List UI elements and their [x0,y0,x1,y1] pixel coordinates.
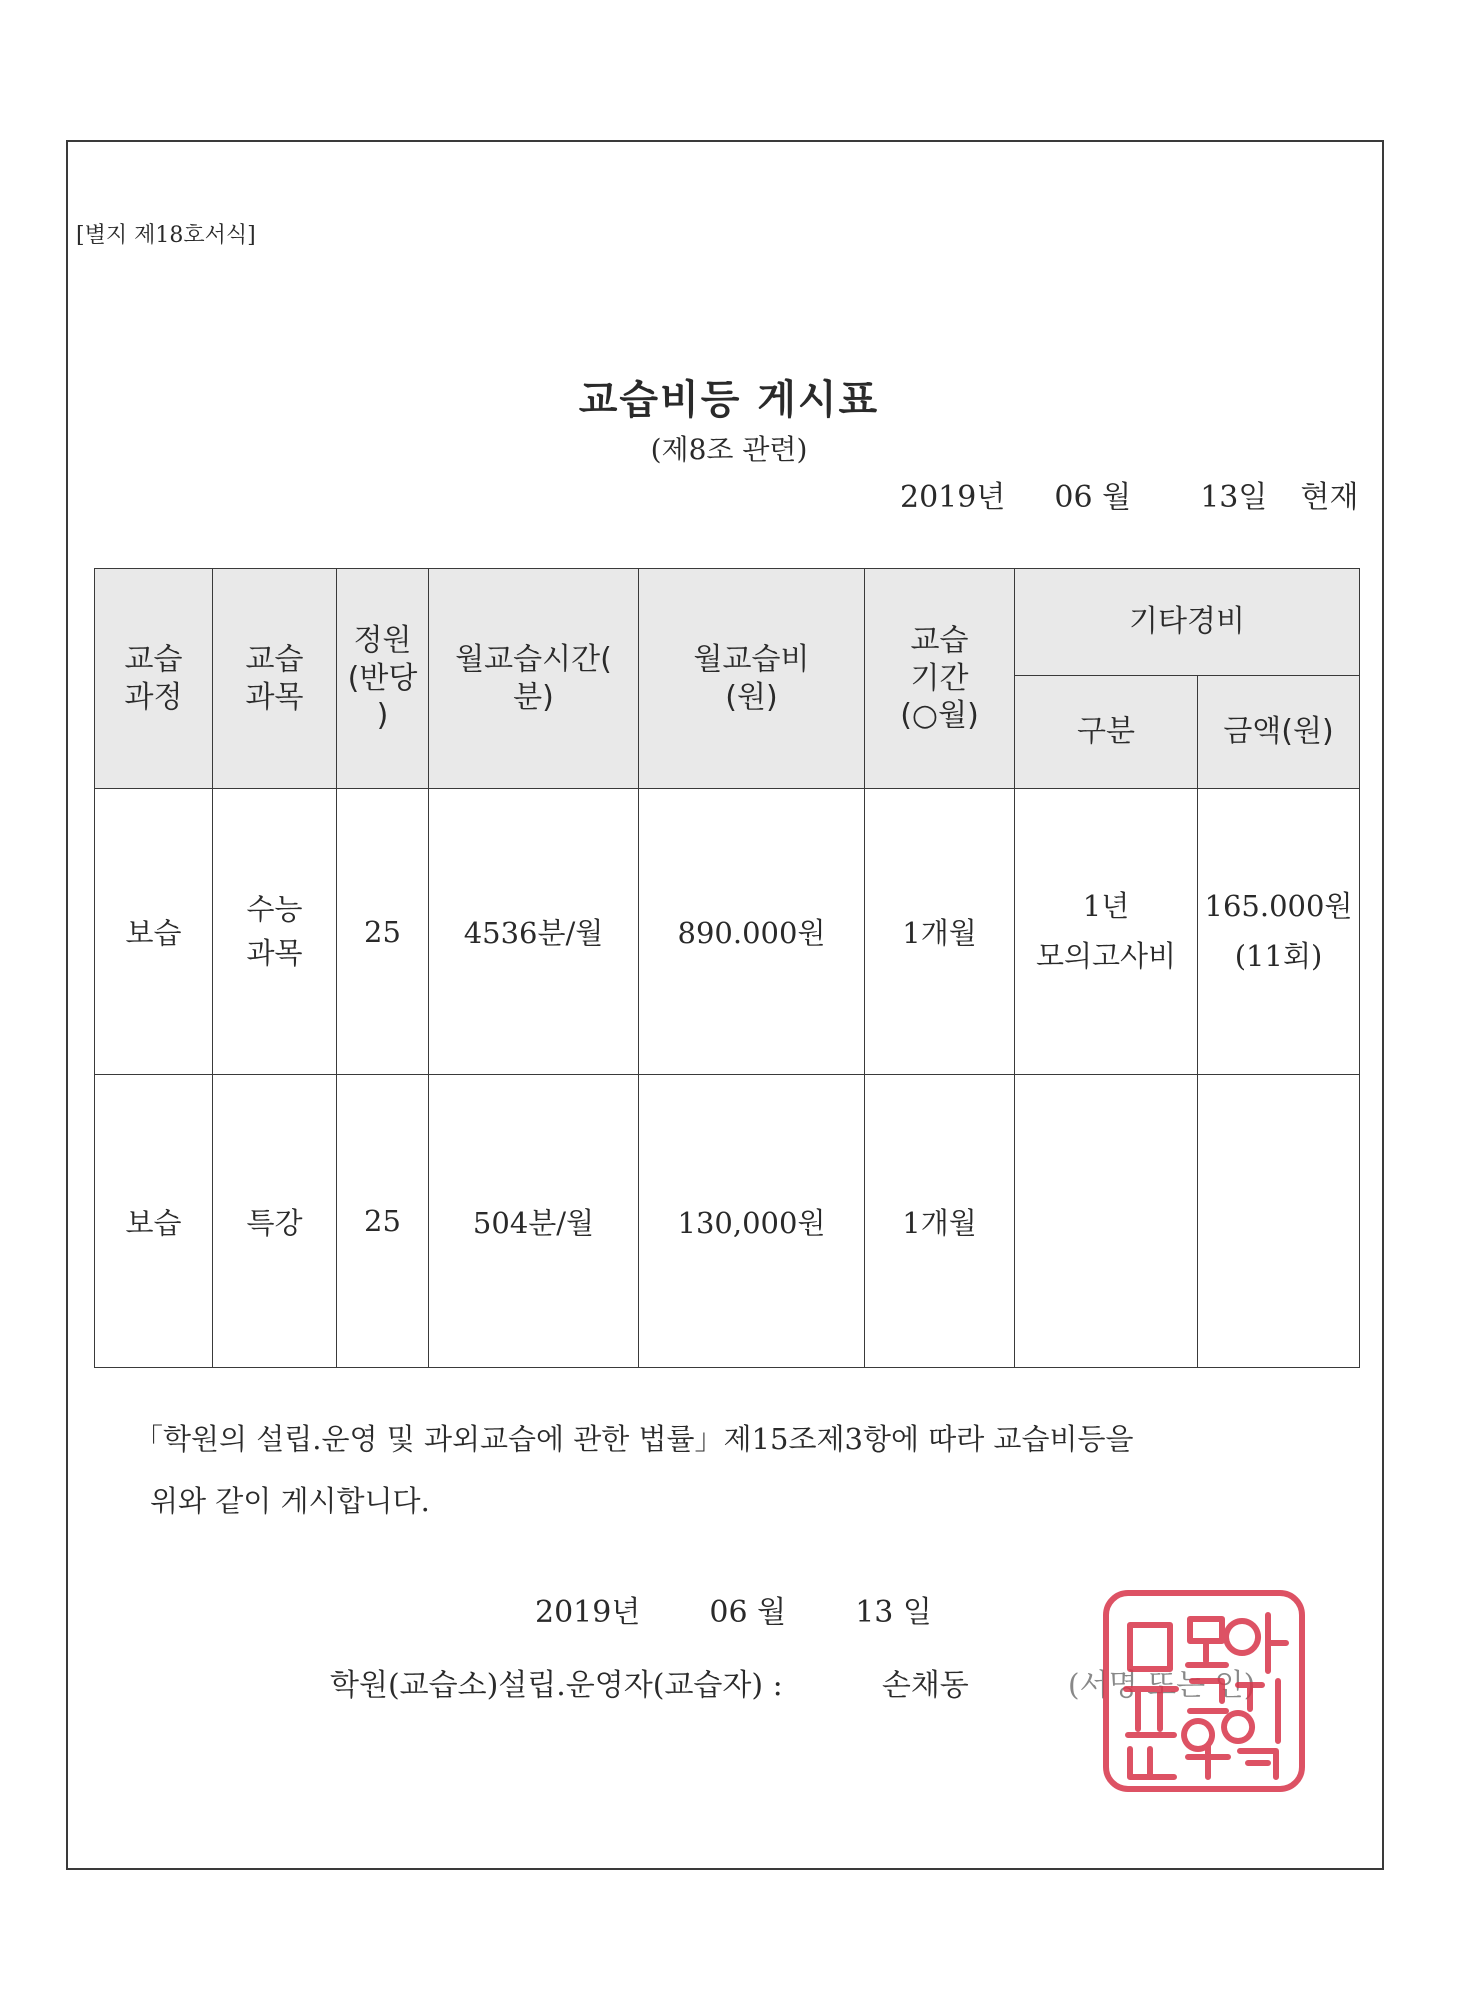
sign-day: 13 일 [855,1595,932,1630]
notice-line-1: 「학원의 설립.운영 및 과외교습에 관한 법률」제15조제3항에 따라 교습비등을 [134,1422,1134,1456]
form-number: [별지 제18호서식] [76,223,256,248]
header-period: 교습 기간 (○월) [865,569,1015,789]
cell-capacity: 25 [337,789,429,1075]
cell-other-category [1015,1075,1198,1368]
header-other-amount: 금액(원) [1198,676,1360,789]
document-title: 교습비등 게시표 [578,377,880,423]
table-row [95,1075,1360,1368]
as-of-day: 13일 [1200,480,1268,515]
cell-other-amount: 165.000원 (11회) [1198,789,1360,1075]
cell-monthly-fee: 130,000원 [639,1075,865,1368]
as-of-month: 06 월 [1054,480,1132,515]
legal-notice [134,1408,1134,1532]
signature-date [535,1587,932,1631]
signer-label: 학원(교습소)설립.운영자(교습자) : [330,1668,783,1703]
header-row [95,569,1360,676]
cell-monthly-hours: 4536분/월 [429,789,639,1075]
cell-subject: 수능 과목 [213,789,337,1075]
signer-name: 손채동 [881,1668,969,1703]
as-of-suffix: 현재 [1300,480,1359,515]
header-capacity: 정원 (반당 ) [337,569,429,789]
header-subject: 교습 과목 [213,569,337,789]
header-monthly-fee: 월교습비 (원) [639,569,865,789]
cell-subject: 특강 [213,1075,337,1368]
notice-line-2: 위와 같이 게시합니다. [150,1484,430,1518]
sign-month: 06 월 [709,1595,787,1630]
cell-course: 보습 [95,789,213,1075]
cell-other-category: 1년 모의고사비 [1015,789,1198,1075]
fee-table [94,568,1360,1368]
header-course: 교습 과정 [95,569,213,789]
header-other-category: 구분 [1015,676,1198,789]
cell-monthly-fee: 890.000원 [639,789,865,1075]
sign-or-seal-note: (서명 또는 인) [1067,1668,1256,1703]
cell-period: 1개월 [865,1075,1015,1368]
cell-capacity: 25 [337,1075,429,1368]
header-monthly-hours: 월교습시간( 분) [429,569,639,789]
document-subtitle: (제8조 관련) [650,433,808,466]
cell-other-amount [1198,1075,1360,1368]
sign-year: 2019년 [535,1595,641,1630]
cell-period: 1개월 [865,789,1015,1075]
header-other-expenses: 기타경비 [1015,569,1360,676]
seal-stamp [1098,1585,1310,1797]
cell-course: 보습 [95,1075,213,1368]
cell-monthly-hours: 504분/월 [429,1075,639,1368]
table-row [95,789,1360,1075]
as-of-date [900,472,1358,516]
as-of-year: 2019년 [900,480,1006,515]
